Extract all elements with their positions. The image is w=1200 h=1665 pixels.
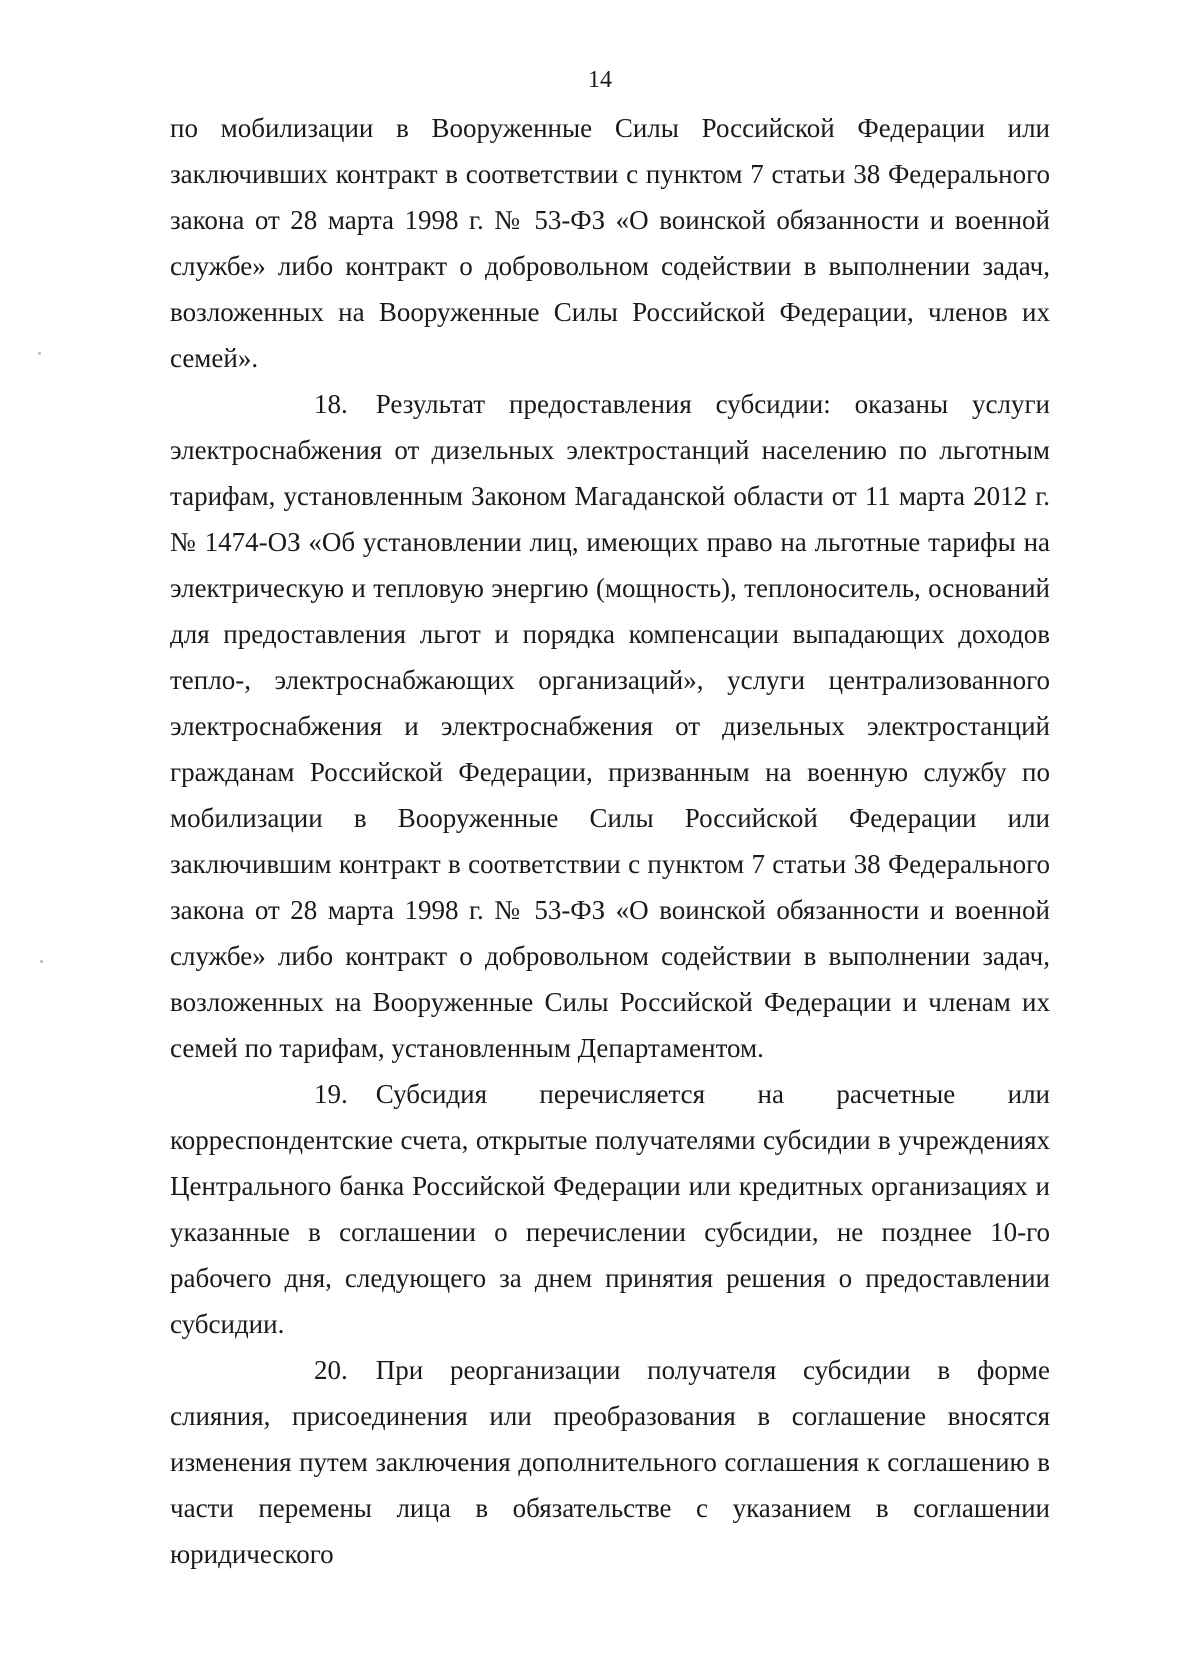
- paragraph-text: Субсидия перечисляется на расчетные или корреспондентские счета, открытые получателями субсидии в учреждениях Центрального банка Российской Федерации или кредитных организациях и указанные в соглашении о перечислении субсидии, не позднее 10-го рабочего дня, следующего за днем принятия решения о предоставлении субсидии.: [170, 1079, 1050, 1339]
- scan-speck: [38, 352, 41, 355]
- paragraph-text: по мобилизации в Вооруженные Силы Российской Федерации или заключивших контракт в соответствии с пунктом 7 статьи 38 Федерального закона от 28 марта 1998 г. № 53-ФЗ «О воинской обязанности и военной службе» либо контракт о добровольном содействии в выполнении задач, возложенных на Вооруженные Силы Российской Федерации, членов их семей».: [170, 113, 1050, 373]
- paragraph-text: При реорганизации получателя субсидии в форме слияния, присоединения или преобразования в соглашение вносятся изменения путем заключения дополнительного соглашения к соглашению в части перемены лица в обязательстве с указанием в соглашении юридического: [170, 1355, 1050, 1569]
- paragraph-20: [170, 1347, 1050, 1577]
- paragraph-19: [170, 1071, 1050, 1347]
- paragraph-number: 19.: [314, 1079, 348, 1109]
- page-number: 14: [588, 67, 612, 93]
- paragraph-text: Результат предоставления субсидии: оказаны услуги электроснабжения от дизельных электростанций населению по льготным тарифам, установленным Законом Магаданской области от 11 марта 2012 г. № 1474-ОЗ «Об установлении лиц, имеющих право на льготные тарифы на электрическую и тепловую энергию (мощность), теплоноситель, оснований для предоставления льгот и порядка компенсации выпадающих доходов тепло-, электроснабжающих организаций», услуги централизованного электроснабжения и электроснабжения от дизельных электростанций гражданам Российской Федерации, призванным на военную службу по мобилизации в Вооруженные Силы Российской Федерации или заключившим контракт в соответствии с пунктом 7 статьи 38 Федерального закона от 28 марта 1998 г. № 53-ФЗ «О воинской обязанности и военной службе» либо контракт о добровольном содействии в выполнении задач, возложенных на Вооруженные Силы Российской Федерации и членам их семей по тарифам, установленным Департаментом.: [170, 389, 1050, 1063]
- paragraph-number: 18.: [314, 389, 348, 419]
- paragraph-number: 20.: [314, 1355, 348, 1385]
- document-body: [170, 105, 1050, 1577]
- paragraph-continuation: [170, 105, 1050, 381]
- paragraph-18: [170, 381, 1050, 1071]
- scan-speck: [40, 960, 43, 963]
